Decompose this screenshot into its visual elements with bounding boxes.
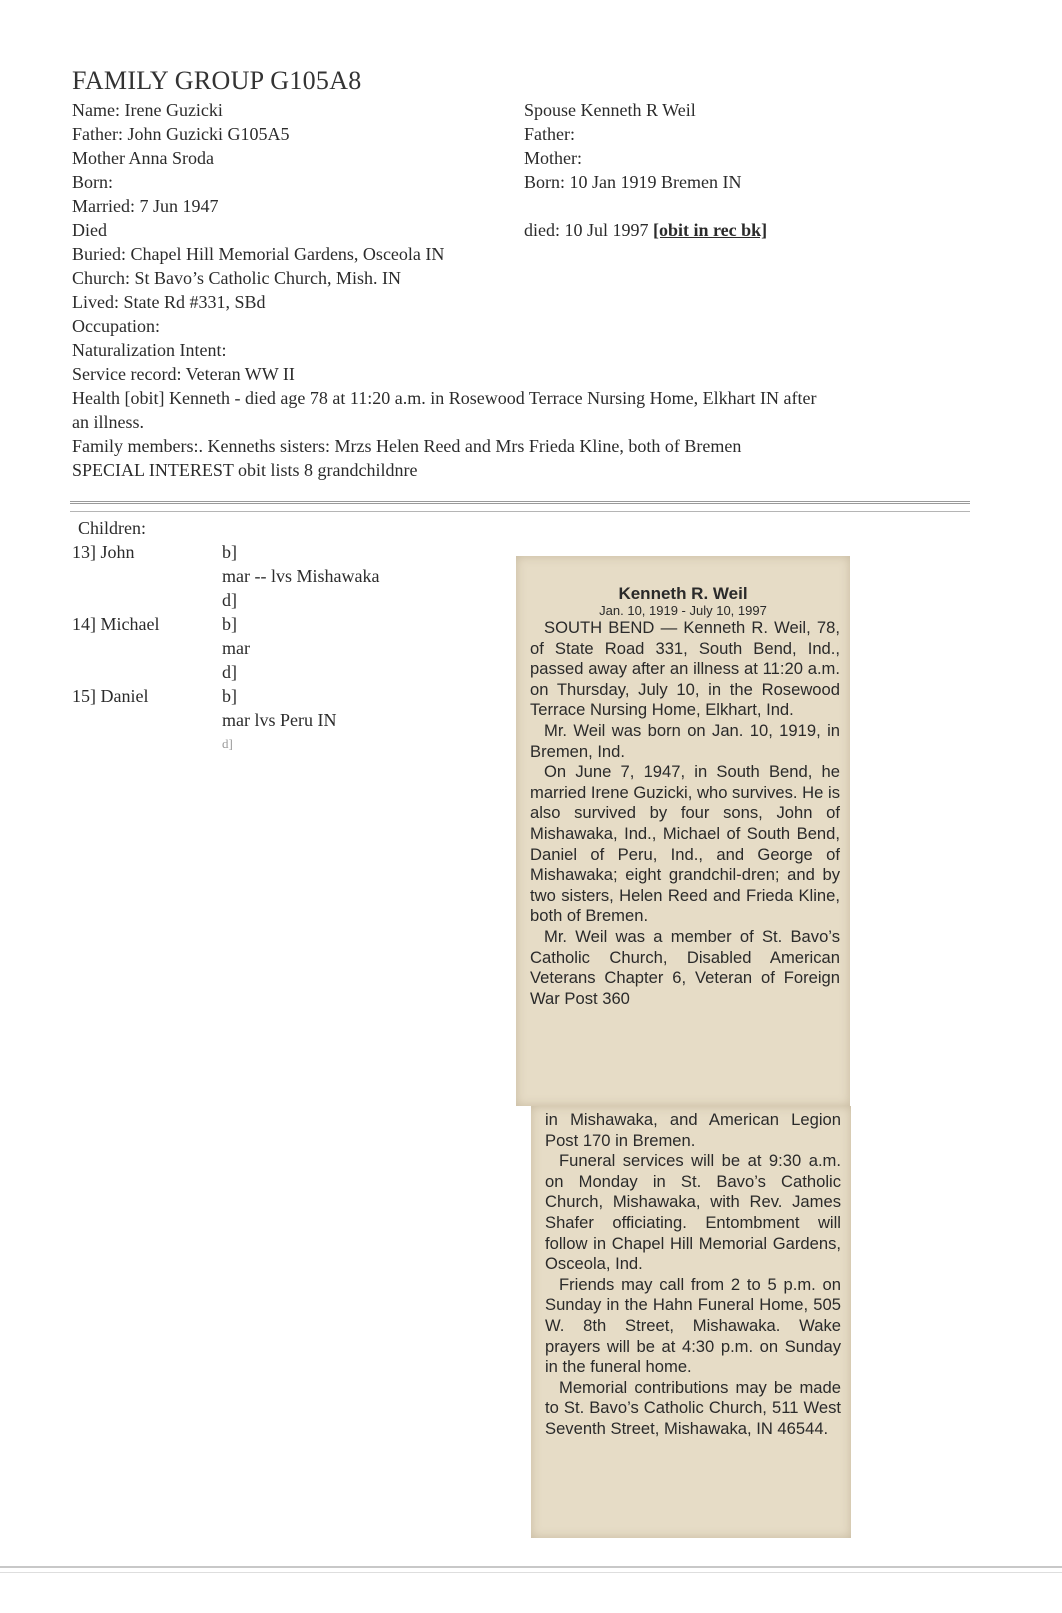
- child-name: 13] John: [72, 542, 135, 562]
- obituary-paragraph: Funeral services will be at 9:30 a.m. on Monday in St. Bavo’s Catholic Church, Mishawaka, with Rev. James Shafer officiating. Entombment will follow in Chapel Hill Memorial Gardens, Osceola, Ind.: [545, 1151, 841, 1274]
- children-label: Children:: [78, 518, 146, 538]
- obituary-paragraph: SOUTH BEND — Kenneth R. Weil, 78, of State Road 331, South Bend, Ind., passed away after an illness at 11:20 a.m. on Thursday, July 10, in the Rosewood Terrace Nursing Home, Elkhart, Ind.: [530, 618, 840, 720]
- scan-edge-line: [0, 1566, 1062, 1568]
- obituary-paragraph: On June 7, 1947, in South Bend, he married Irene Guzicki, who survives. He is also survived by four sons, John of Mishawaka, Ind., Michael of South Bend, Daniel of Peru, Ind., and George of Mishawaka; eight grandchil-dren; and by two sisters, Helen Reed and Frieda Kline, both of Bremen.: [530, 762, 840, 926]
- child-name: 15] Daniel: [72, 686, 149, 706]
- field-health: Health [obit] Kenneth - died age 78 at 11:20 a.m. in Rosewood Terrace Nursing Home, Elkhart IN after: [72, 388, 817, 408]
- obituary-dates: Jan. 10, 1919 - July 10, 1997: [599, 603, 767, 618]
- child-died: d]: [222, 590, 237, 610]
- obituary-paragraph: Mr. Weil was born on Jan. 10, 1919, in Bremen, Ind.: [530, 720, 840, 761]
- field-church: Church: St Bavo’s Catholic Church, Mish. IN: [72, 268, 401, 288]
- field-mother: Mother Anna Sroda: [72, 148, 214, 168]
- field-born: Born:: [72, 172, 114, 192]
- obituary-body-part2: [545, 1110, 841, 1440]
- field-died: Died: [72, 220, 107, 240]
- child-name: 14] Michael: [72, 614, 160, 634]
- field-name: Name: Irene Guzicki: [72, 100, 223, 120]
- field-buried: Buried: Chapel Hill Memorial Gardens, Osceola IN: [72, 244, 445, 264]
- field-spouse-mother: Mother:: [524, 148, 582, 168]
- field-spouse-born: Born: 10 Jan 1919 Bremen IN: [524, 172, 742, 192]
- field-service-record: Service record: Veteran WW II: [72, 364, 295, 384]
- obituary-clipping-bottom: [531, 1106, 851, 1538]
- field-naturalization: Naturalization Intent:: [72, 340, 227, 360]
- page-title: FAMILY GROUP G105A8: [72, 66, 362, 95]
- child-married: mar -- lvs Mishawaka: [222, 566, 380, 586]
- child-died: d]: [222, 736, 233, 751]
- field-special-interest: SPECIAL INTEREST obit lists 8 grandchildnre: [72, 460, 418, 480]
- spouse-died-text: died: 10 Jul 1997: [524, 220, 653, 240]
- obituary-paragraph: Friends may call from 2 to 5 p.m. on Sunday in the Hahn Funeral Home, 505 W. 8th Street, Mishawaka. Wake prayers will be at 4:30 p.m. on Sunday in the funeral home.: [545, 1274, 841, 1377]
- child-born: b]: [222, 686, 237, 706]
- field-spouse-died: [524, 218, 767, 242]
- section-divider: [70, 501, 970, 512]
- field-spouse: Spouse Kenneth R Weil: [524, 100, 696, 120]
- field-family-members: Family members:. Kenneths sisters: Mrzs Helen Reed and Mrs Frieda Kline, both of Bremen: [72, 436, 742, 456]
- obituary-name: Kenneth R. Weil: [618, 584, 748, 603]
- child-born: b]: [222, 614, 237, 634]
- obituary-body-part1: [530, 618, 840, 1009]
- scan-edge-line: [0, 1572, 1062, 1573]
- obit-reference: [obit in rec bk]: [653, 220, 768, 240]
- obituary-paragraph: in Mishawaka, and American Legion Post 170 in Bremen.: [545, 1110, 841, 1150]
- child-married: mar: [222, 638, 250, 658]
- field-lived: Lived: State Rd #331, SBd: [72, 292, 266, 312]
- field-occupation: Occupation:: [72, 316, 160, 336]
- child-born: b]: [222, 542, 237, 562]
- child-died: d]: [222, 662, 237, 682]
- obituary-paragraph: Memorial contributions may be made to St. Bavo’s Catholic Church, 511 West Seventh Street, Mishawaka, IN 46544.: [545, 1377, 841, 1438]
- obituary-clipping-top: [516, 556, 850, 1106]
- child-married: mar lvs Peru IN: [222, 710, 337, 730]
- obituary-paragraph: Mr. Weil was a member of St. Bavo’s Catholic Church, Disabled American Veterans Chapter 6, Veteran of Foreign War Post 360: [530, 926, 840, 1008]
- field-married: Married: 7 Jun 1947: [72, 196, 219, 216]
- field-health-cont: an illness.: [72, 412, 144, 432]
- field-spouse-father: Father:: [524, 124, 575, 144]
- field-father: Father: John Guzicki G105A5: [72, 124, 290, 144]
